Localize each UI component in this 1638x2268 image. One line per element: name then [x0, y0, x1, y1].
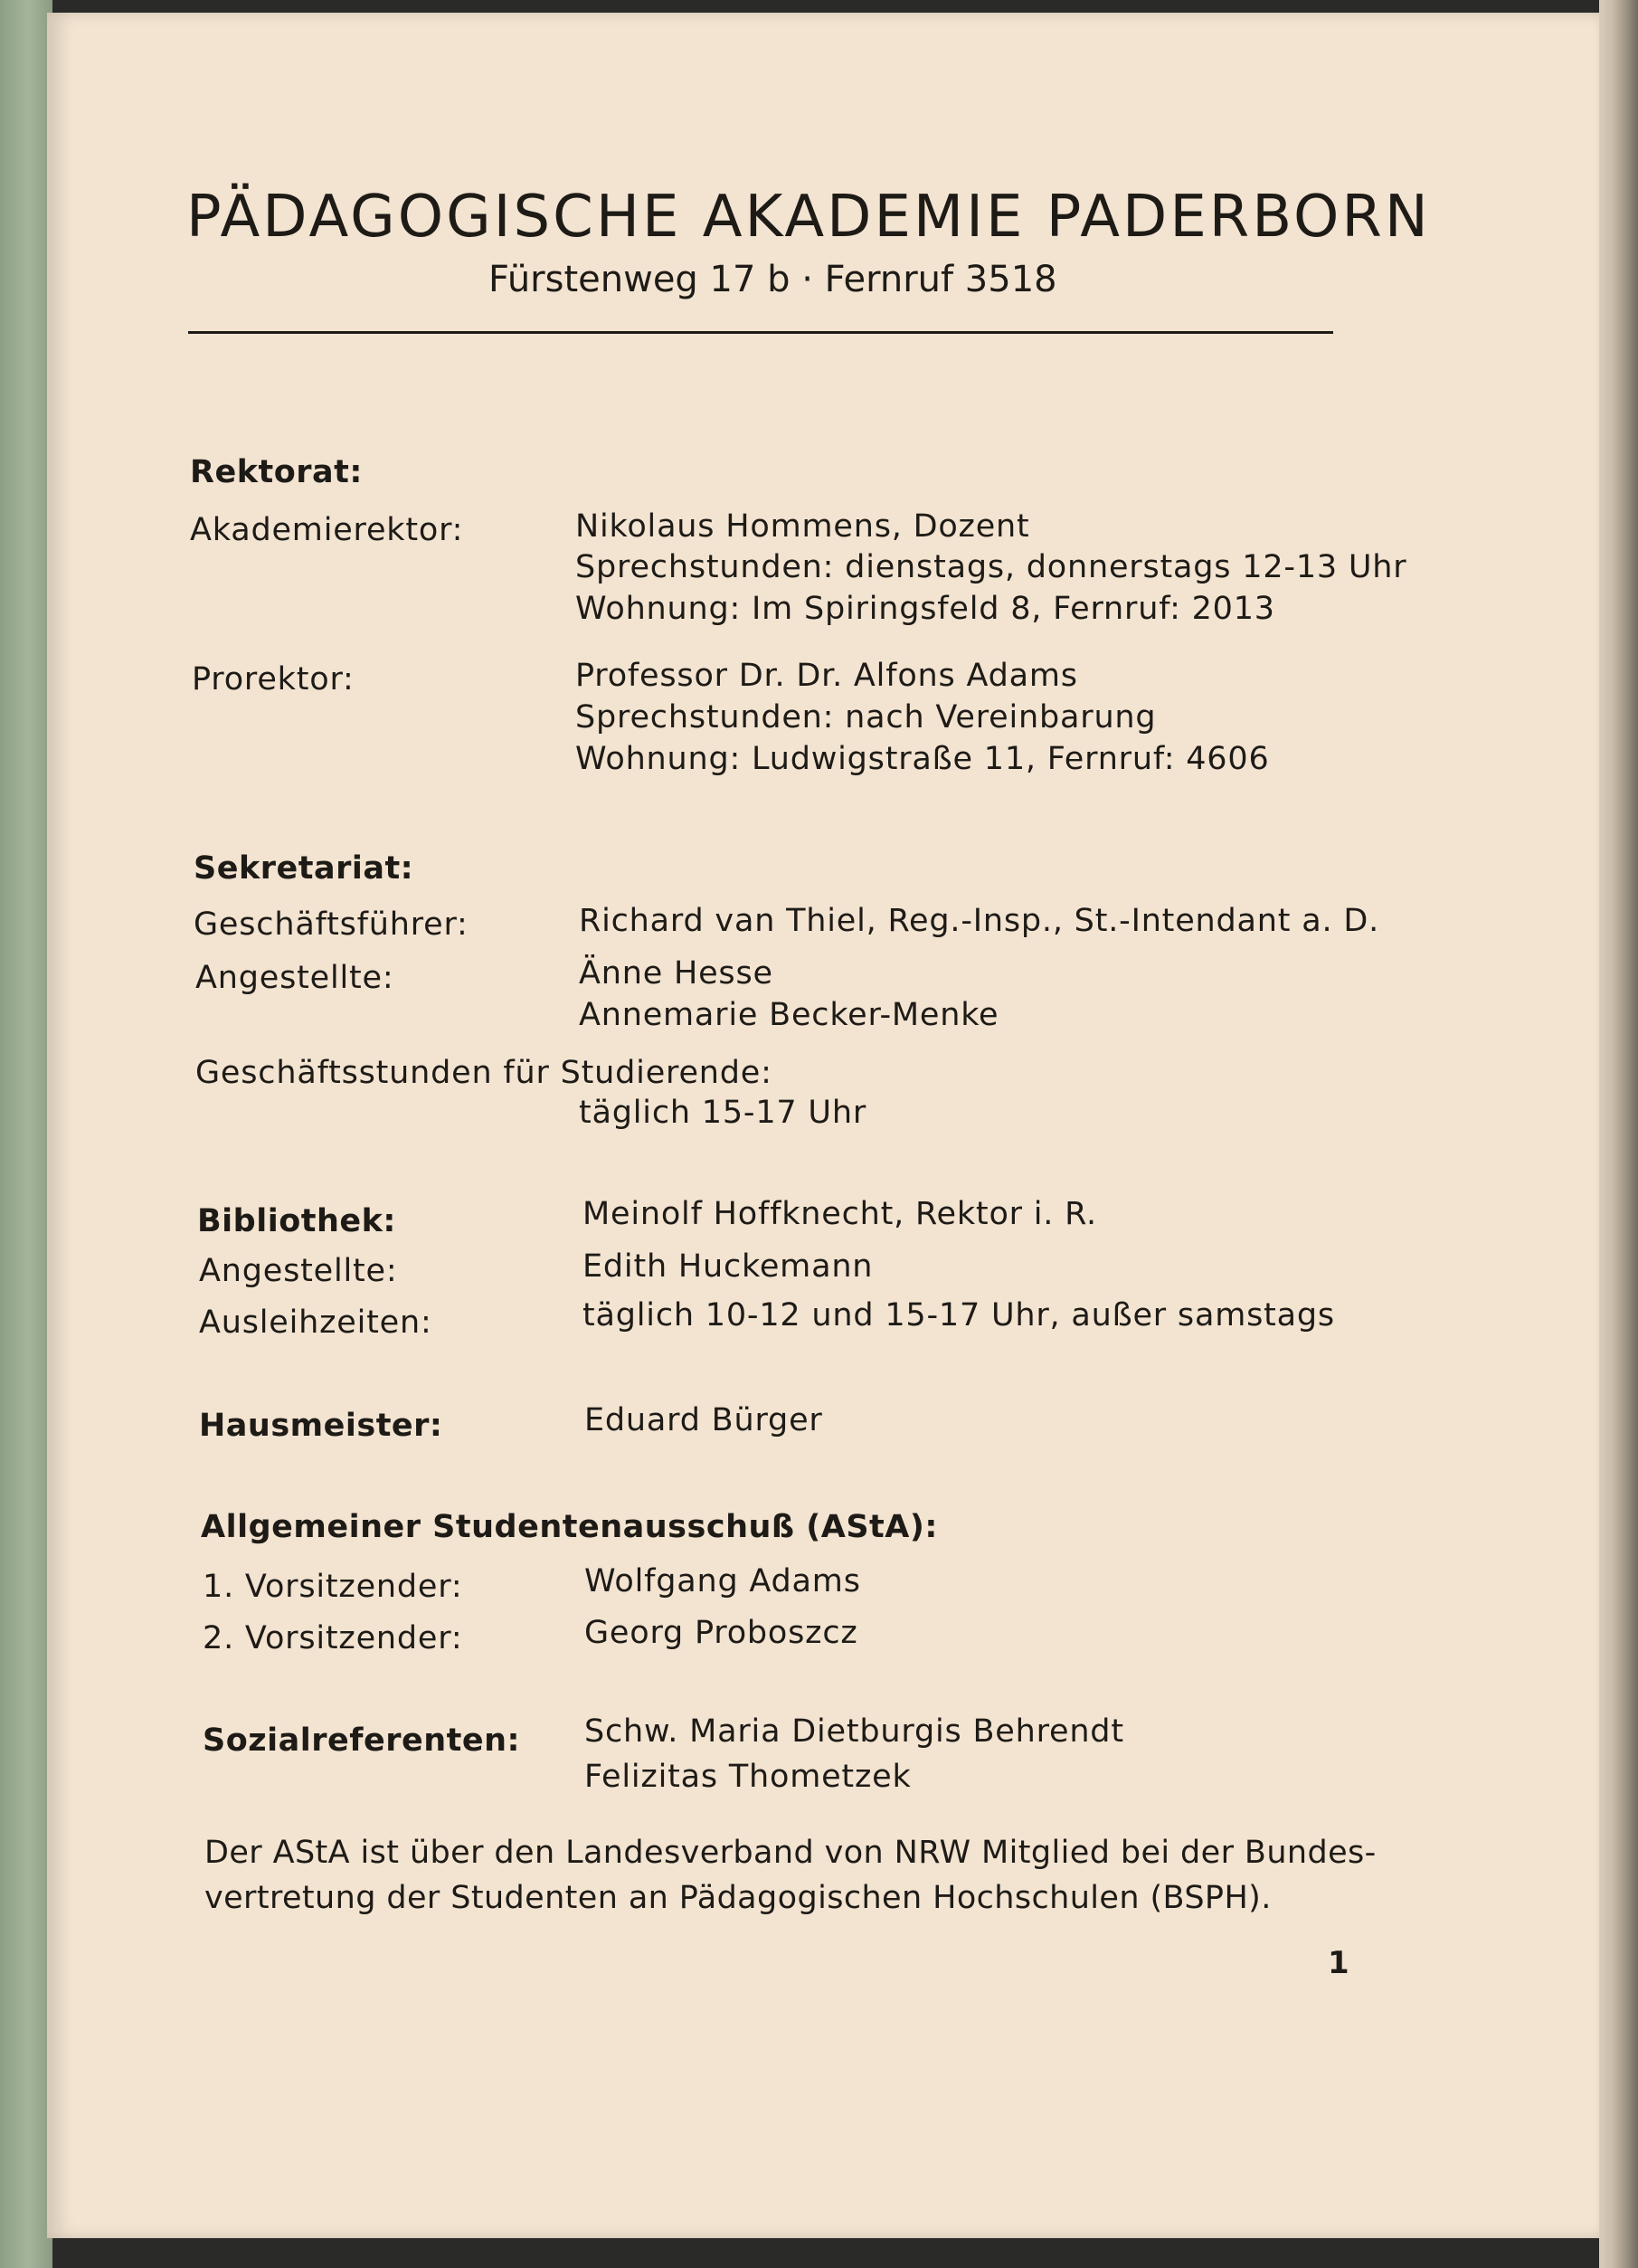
angestellte-name: Änne Hesse	[579, 955, 773, 992]
section-heading-sozialreferenten: Sozialreferenten:	[203, 1722, 520, 1759]
ausleihzeiten-value: täglich 10-12 und 15-17 Uhr, außer samstags	[582, 1297, 1335, 1333]
booklet-cover-strip	[0, 0, 52, 2268]
vorsitzender-2-name: Georg Proboszcz	[584, 1615, 858, 1651]
label-vorsitzender-2: 2. Vorsitzender:	[203, 1620, 463, 1656]
bibliothek-head: Meinolf Hoffknecht, Rektor i. R.	[582, 1196, 1097, 1232]
prorektor-residence: Wohnung: Ludwigstraße 11, Fernruf: 4606	[575, 741, 1270, 777]
label-angestellte-sekretariat: Angestellte:	[195, 960, 394, 996]
section-heading-rektorat: Rektorat:	[190, 454, 363, 490]
page-stack-edge	[1599, 0, 1638, 2268]
label-prorektor: Prorektor:	[192, 661, 355, 697]
page-number: 1	[1328, 1945, 1349, 1981]
header-divider	[188, 331, 1333, 334]
section-heading-bibliothek: Bibliothek:	[197, 1203, 396, 1239]
prorektor-office-hours: Sprechstunden: nach Vereinbarung	[575, 699, 1157, 735]
sozialreferent-name: Felizitas Thometzek	[584, 1759, 912, 1795]
sozialreferent-name: Schw. Maria Dietburgis Behrendt	[584, 1713, 1124, 1750]
bibliothek-angestellte: Edith Huckemann	[582, 1248, 874, 1285]
vorsitzender-1-name: Wolfgang Adams	[584, 1563, 861, 1599]
section-heading-asta: Allgemeiner Studentenausschuß (AStA):	[201, 1509, 938, 1545]
footer-note-line: Der AStA ist über den Landesverband von NRW Mitglied bei der Bundes-	[204, 1835, 1377, 1871]
label-vorsitzender-1: 1. Vorsitzender:	[203, 1569, 463, 1605]
footer-note-line: vertretung der Studenten an Pädagogischen Hochschulen (BSPH).	[204, 1880, 1272, 1916]
section-heading-sekretariat: Sekretariat:	[194, 850, 414, 887]
label-geschaeftsstunden: Geschäftsstunden für Studierende:	[195, 1055, 772, 1091]
label-ausleihzeiten: Ausleihzeiten:	[199, 1305, 432, 1341]
geschaeftsfuehrer-name: Richard van Thiel, Reg.-Insp., St.-Intendant a. D.	[579, 903, 1379, 939]
label-angestellte-bibliothek: Angestellte:	[199, 1253, 398, 1289]
prorektor-name: Professor Dr. Dr. Alfons Adams	[575, 658, 1078, 694]
akademierektor-office-hours: Sprechstunden: dienstags, donnerstags 12-13 Uhr	[575, 549, 1407, 585]
label-geschaeftsfuehrer: Geschäftsführer:	[194, 906, 469, 943]
angestellte-name: Annemarie Becker-Menke	[579, 997, 999, 1033]
label-akademierektor: Akademierektor:	[190, 512, 464, 548]
geschaeftsstunden-value: täglich 15-17 Uhr	[579, 1095, 867, 1131]
address-line: Fürstenweg 17 b · Fernruf 3518	[488, 259, 1057, 300]
section-heading-hausmeister: Hausmeister:	[199, 1408, 443, 1444]
page-title: PÄDAGOGISCHE AKADEMIE PADERBORN	[186, 184, 1431, 251]
akademierektor-name: Nikolaus Hommens, Dozent	[575, 508, 1030, 545]
hausmeister-name: Eduard Bürger	[584, 1402, 823, 1438]
akademierektor-residence: Wohnung: Im Spiringsfeld 8, Fernruf: 2013	[575, 591, 1275, 627]
